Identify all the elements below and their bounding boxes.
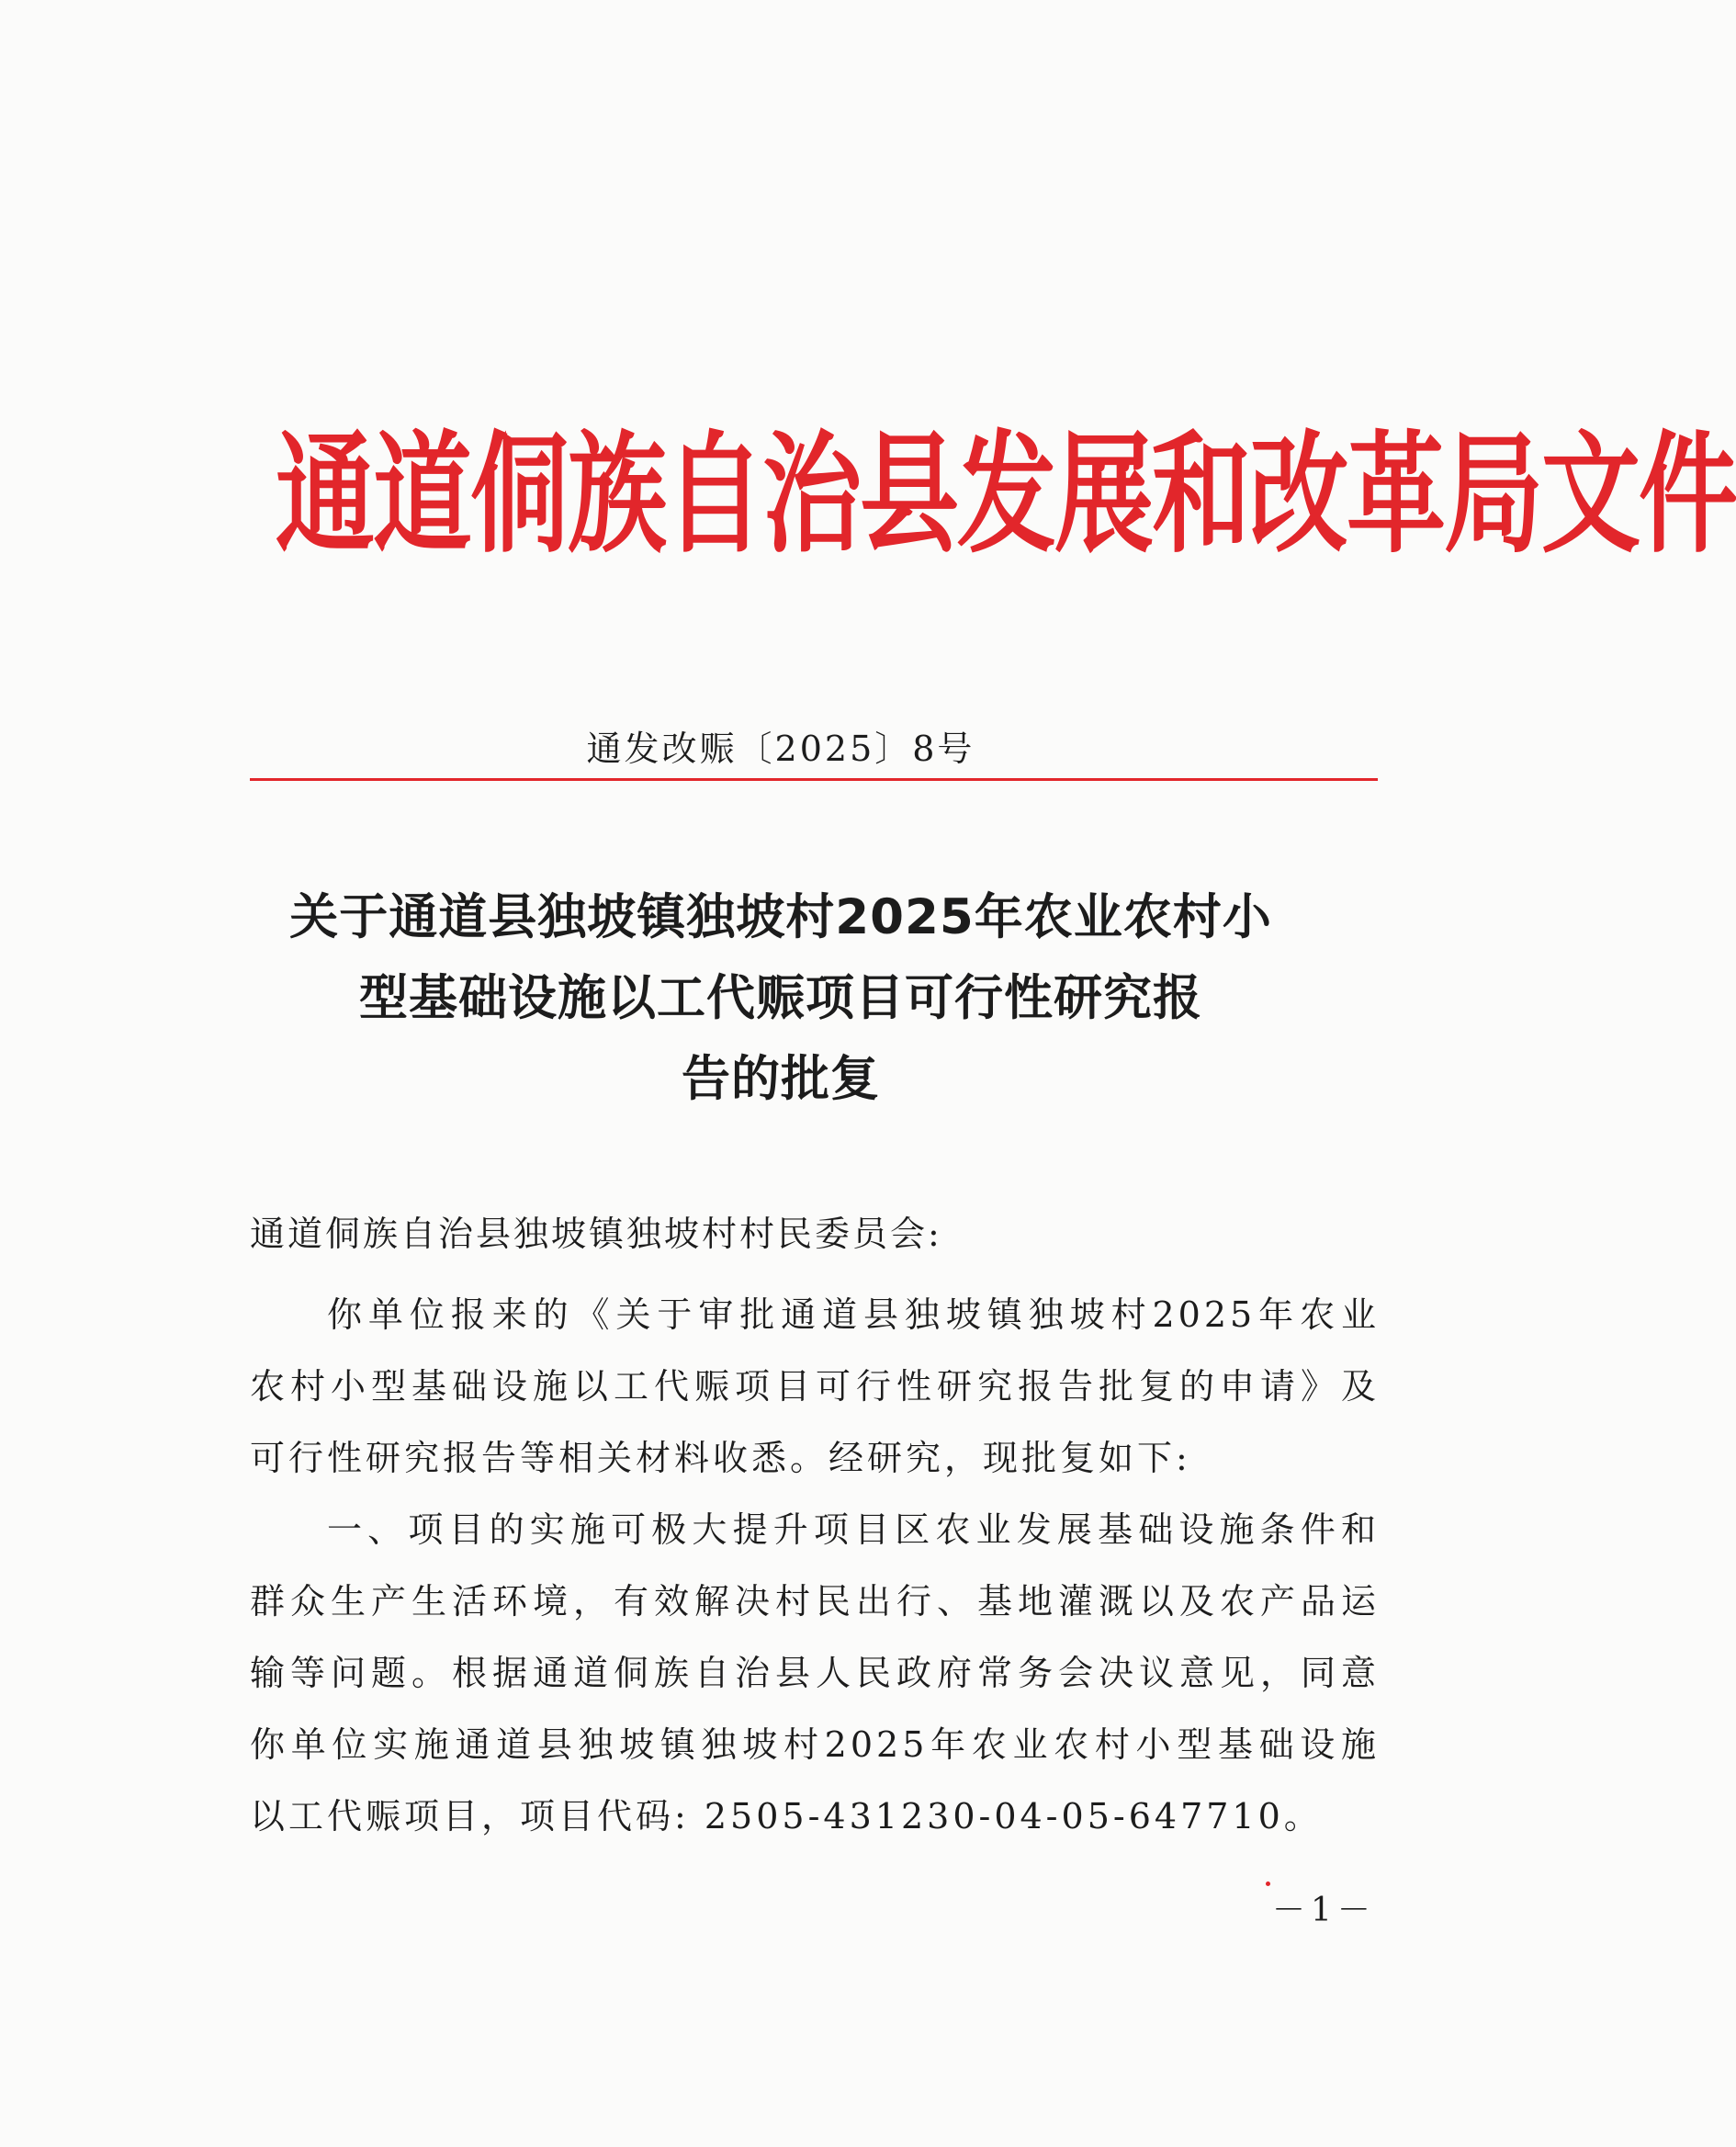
issuing-authority-title: 通道侗族自治县发展和改革局文件 [276,419,1736,571]
body-line: 你单位报来的《关于审批通道县独坡镇独坡村2025年农业 [327,1294,1380,1335]
red-ink-dot [1266,1881,1270,1886]
body-line: 农村小型基础设施以工代赈项目可行性研究报告批复的申请》及 [250,1366,1380,1407]
body-text [250,1279,1380,1852]
body-line: 可行性研究报告等相关材料收悉。经研究，现批复如下: [250,1438,1191,1478]
recipient-line: 通道侗族自治县独坡镇独坡村村民委员会: [250,1214,942,1254]
body-line: 群众生产生活环境，有效解决村民出行、基地灌溉以及农产品运 [250,1581,1380,1622]
body-line: 以工代赈项目，项目代码: 2505-431230-04-05-647710。 [250,1796,1323,1836]
document-title [202,877,1359,1120]
body-line: 输等问题。根据通道侗族自治县人民政府常务会决议意见，同意 [250,1653,1380,1693]
header-red-rule [250,778,1378,781]
document-title-line: 型基础设施以工代赈项目可行性研究报 [359,970,1202,1026]
body-line: 你单位实施通道县独坡镇独坡村2025年农业农村小型基础设施 [250,1724,1380,1765]
page-number: －1－ [1272,1892,1376,1929]
document-title-line: 告的批复 [682,1051,880,1107]
document-title-line: 关于通道县独坡镇独坡村2025年农业农村小 [289,889,1272,945]
body-line: 一、项目的实施可极大提升项目区农业发展基础设施条件和 [327,1509,1380,1550]
document-number: 通发改赈〔2025〕8号 [586,729,975,769]
